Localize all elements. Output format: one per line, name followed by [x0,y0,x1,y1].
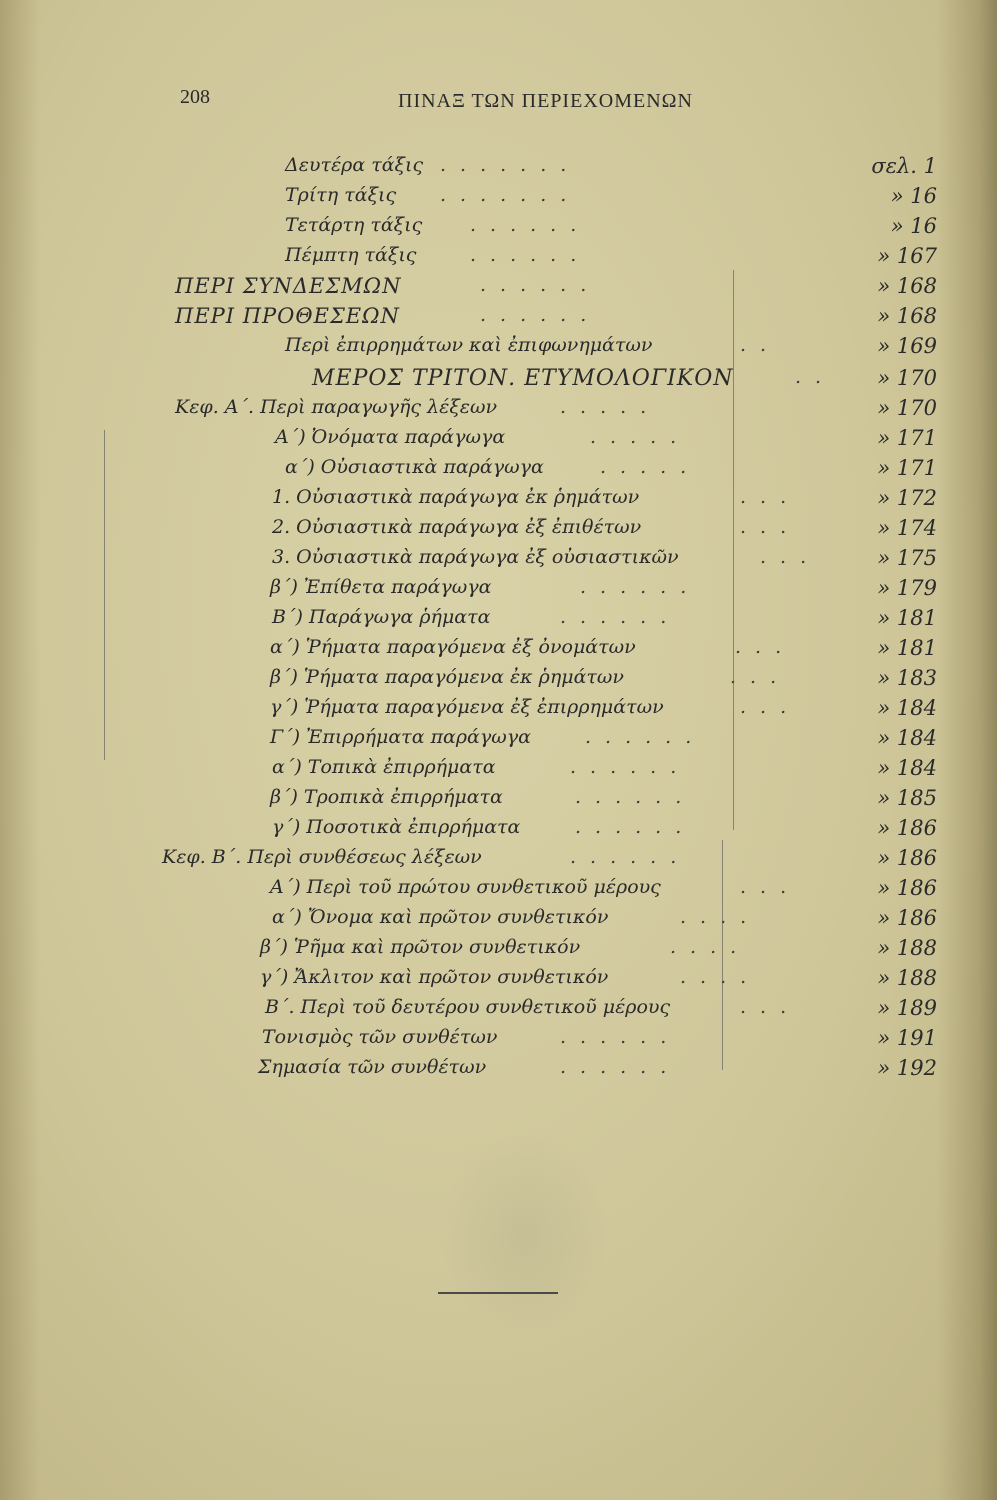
toc-page: » 171 [877,456,937,480]
toc-row [0,300,997,330]
toc-label: γ΄) Ποσοτικὰ ἐπιρρήματα [272,816,521,838]
toc-leader: ...... [560,1026,681,1048]
toc-label: Τετάρτη τάξις [285,214,423,236]
toc-page: » 188 [877,966,937,990]
toc-leader: ...... [575,816,696,838]
toc-page: » 186 [877,846,937,870]
toc-row [0,362,997,392]
toc-row [0,240,997,270]
toc-leader: ... [735,636,796,658]
toc-leader: ...... [470,244,591,266]
toc-leader: ....... [440,154,581,176]
toc-label: α΄) Ὄνομα καὶ πρῶτον συνθετικόν [272,906,609,928]
toc-row [0,842,997,872]
toc-page: » 169 [877,334,937,358]
toc-row [0,902,997,932]
toc-row [0,1052,997,1082]
toc-label: Γ΄) Ἐπιρρήματα παράγωγα [270,726,531,748]
toc-page: » 167 [877,244,937,268]
toc-row [0,752,997,782]
toc-label: 3. Οὐσιαστικὰ παράγωγα ἐξ οὐσιαστικῶν [272,546,679,568]
toc-label: Δευτέρα τάξις [285,154,424,176]
toc-label: β΄) Ἐπίθετα παράγωγα [270,576,492,598]
toc-row [0,722,997,752]
toc-label: β΄) Ῥήματα παραγόμενα ἐκ ῥημάτων [270,666,624,688]
page-number: 208 [180,86,210,108]
toc-page: » 170 [877,366,937,390]
toc-page: » 188 [877,936,937,960]
toc-label: γ΄) Ἄκλιτον καὶ πρῶτον συνθετικόν [260,966,609,988]
toc-row [0,542,997,572]
toc-page: » 181 [877,606,937,630]
toc-leader: .. [740,334,781,356]
left-margin-rule [104,430,105,760]
toc-row [0,392,997,422]
toc-page: » 16 [890,214,937,238]
toc-row [0,632,997,662]
toc-label: Σημασία τῶν συνθέτων [258,1056,487,1078]
toc-page: » 174 [877,516,937,540]
toc-leader: .... [680,966,761,988]
toc-label: Β΄. Περὶ τοῦ δευτέρου συνθετικοῦ μέρους [265,996,671,1018]
toc-page: » 16 [890,184,937,208]
page-header [0,80,997,120]
toc-leader: ... [740,696,801,718]
toc-row [0,812,997,842]
toc-label: β΄) Τροπικὰ ἐπιρρήματα [270,786,503,808]
toc-page: » 181 [877,636,937,660]
toc-row [0,422,997,452]
toc-label: β΄) Ῥῆμα καὶ πρῶτον συνθετικόν [260,936,581,958]
toc-leader: .. [795,366,836,388]
toc-row [0,662,997,692]
toc-row [0,782,997,812]
toc-leader: ...... [570,846,691,868]
toc-leader: ..... [590,426,691,448]
toc-page: » 183 [877,666,937,690]
toc-page: » 184 [877,696,937,720]
toc-leader: ...... [560,1056,681,1078]
faint-stamp-mark [440,1130,610,1340]
toc-leader: ... [740,876,801,898]
toc-label: α΄) Ῥήματα παραγόμενα ἐξ ὀνομάτων [270,636,636,658]
toc-leader: ...... [570,756,691,778]
toc-row [0,512,997,542]
toc-row [0,932,997,962]
toc-label: ΠΕΡΙ ΣΥΝΔΕΣΜΩΝ [175,274,402,298]
toc-row [0,962,997,992]
toc-label: α΄) Οὐσιαστικὰ παράγωγα [285,456,544,478]
toc-leader: ...... [470,214,591,236]
toc-leader: ...... [560,606,681,628]
toc-leader: ...... [480,304,601,326]
end-rule [438,1292,558,1294]
toc-page: » 184 [877,756,937,780]
toc-row [0,572,997,602]
running-title: ΠΙΝΑΞ ΤΩΝ ΠΕΡΙΕΧΟΜΕΝΩΝ [398,90,693,112]
toc-label: Τρίτη τάξις [285,184,397,206]
toc-leader: ... [740,996,801,1018]
toc-page: » 189 [877,996,937,1020]
toc-row [0,692,997,722]
toc-leader: ...... [575,786,696,808]
toc-leader: ... [730,666,791,688]
toc-page: » 175 [877,546,937,570]
toc-row [0,482,997,512]
toc-label: Περὶ ἐπιρρημάτων καὶ ἐπιφωνημάτων [285,334,653,356]
toc-leader: ...... [480,274,601,296]
toc-leader: .... [670,936,751,958]
toc-page: » 186 [877,876,937,900]
toc-leader: .... [680,906,761,928]
toc-label: Β΄) Παράγωγα ῥήματα [272,606,491,628]
toc-row [0,330,997,360]
toc-page: » 185 [877,786,937,810]
toc-label: 2. Οὐσιαστικὰ παράγωγα ἐξ ἐπιθέτων [272,516,642,538]
toc-leader: ...... [585,726,706,748]
toc-page: » 171 [877,426,937,450]
toc-label: α΄) Τοπικὰ ἐπιρρήματα [272,756,496,778]
toc-page: » 168 [877,304,937,328]
toc-leader: ...... [580,576,701,598]
toc-row [0,1022,997,1052]
toc-leader: ..... [560,396,661,418]
toc-page: » 184 [877,726,937,750]
toc-row [0,602,997,632]
toc-row [0,452,997,482]
toc-label: ΠΕΡΙ ΠΡΟΘΕΣΕΩΝ [175,304,400,328]
toc-label: ΜΕΡΟΣ ΤΡΙΤΟΝ. ΕΤΥΜΟΛΟΓΙΚΟΝ [312,366,734,391]
toc-leader: ... [740,516,801,538]
toc-page: » 186 [877,906,937,930]
toc-label: Α΄) Περὶ τοῦ πρώτου συνθετικοῦ μέρους [270,876,661,898]
toc-page: » 168 [877,274,937,298]
toc-label: 1. Οὐσιαστικὰ παράγωγα ἐκ ῥημάτων [272,486,640,508]
toc-page: » 191 [877,1026,937,1050]
toc-row [0,180,997,210]
toc-leader: ..... [600,456,701,478]
toc-leader: ....... [440,184,581,206]
toc-page: σελ. 1 [871,154,937,178]
toc-leader: ... [740,486,801,508]
toc-page: » 186 [877,816,937,840]
toc-page: » 179 [877,576,937,600]
toc-row [0,150,997,180]
toc-label: Α΄) Ὀνόματα παράγωγα [275,426,506,448]
toc-row [0,210,997,240]
toc-label: Τονισμὸς τῶν συνθέτων [262,1026,498,1048]
toc-leader: ... [760,546,821,568]
toc-page: » 170 [877,396,937,420]
table-of-contents [0,150,997,1100]
printed-column-rule [722,840,723,1070]
toc-row [0,992,997,1022]
toc-page: » 172 [877,486,937,510]
toc-row [0,872,997,902]
toc-label: γ΄) Ῥήματα παραγόμενα ἐξ ἐπιρρημάτων [270,696,664,718]
toc-row [0,270,997,300]
toc-label: Πέμπτη τάξις [285,244,417,266]
printed-column-rule [733,270,734,830]
toc-label: Κεφ. Α΄. Περὶ παραγωγῆς λέξεων [175,396,498,418]
toc-label: Κεφ. Β΄. Περὶ συνθέσεως λέξεων [162,846,482,868]
toc-page: » 192 [877,1056,937,1080]
